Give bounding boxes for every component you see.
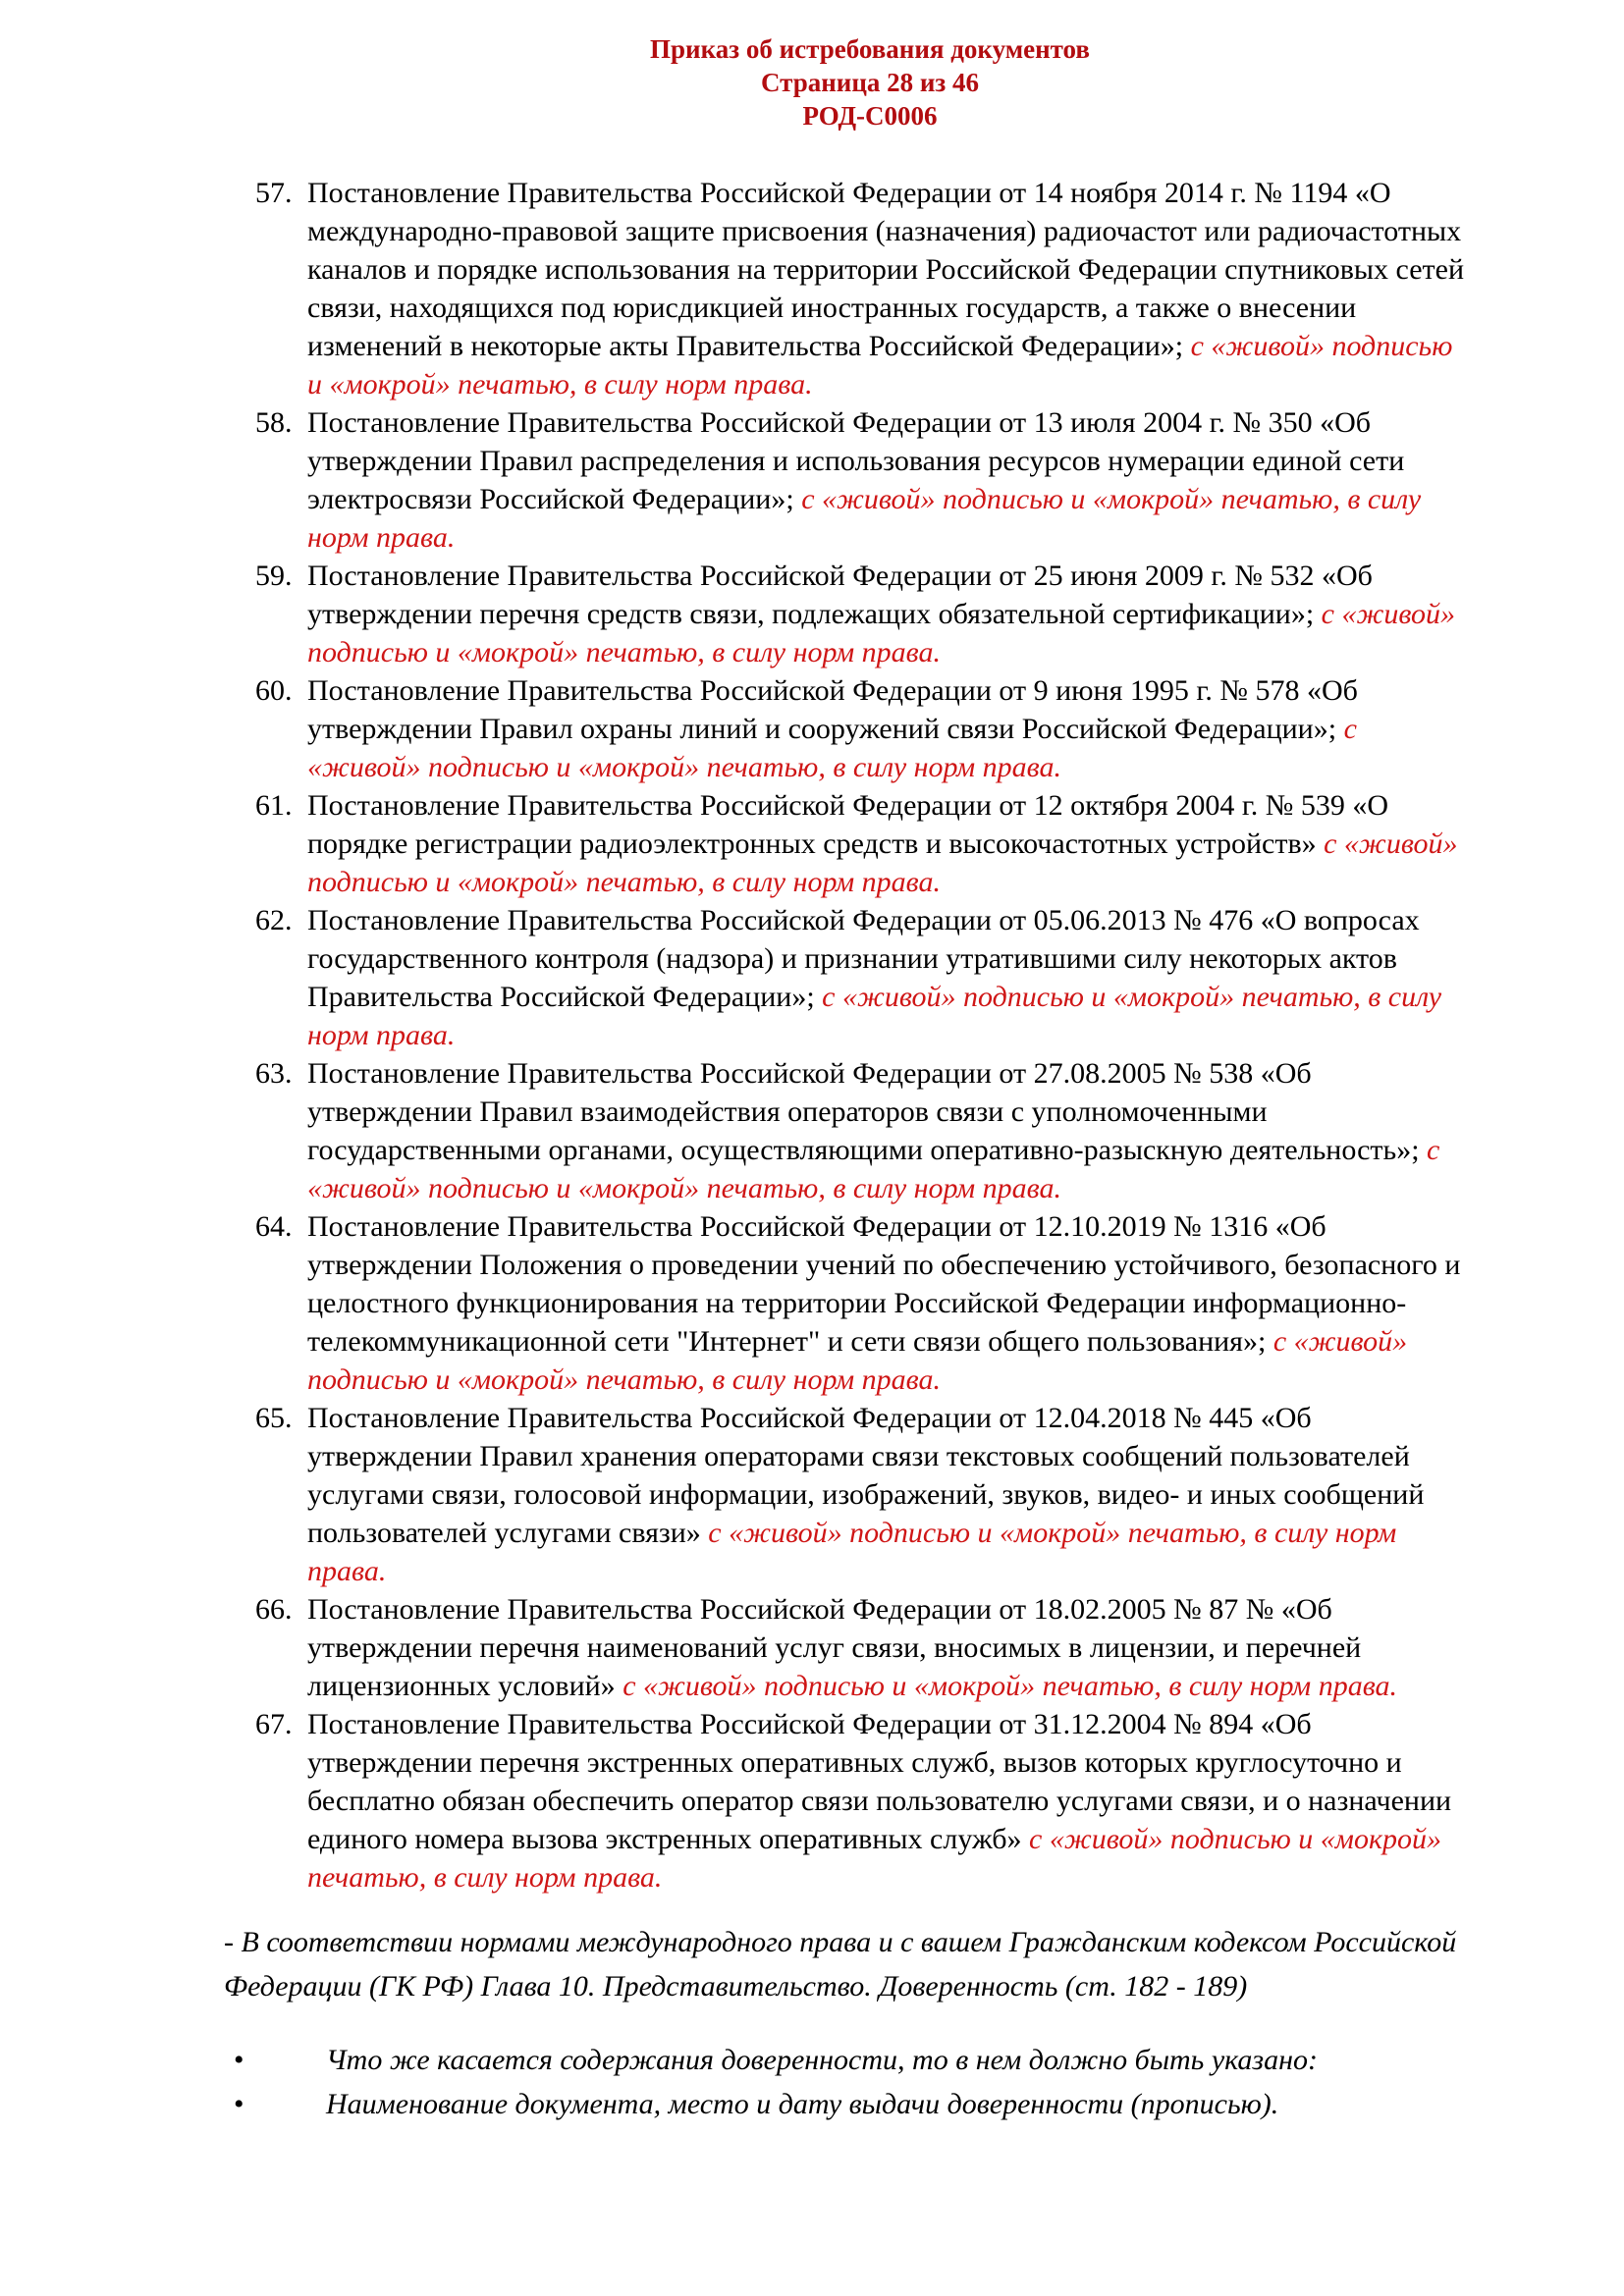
item-text xyxy=(307,1207,1466,1399)
item-body-text: Постановление Правительства Российской Федерации от 12.10.2019 № 1316 «Об утверждении Положения о проведении учений по обеспечению устойчивого, безопасного и целостного функционирования на территории Российской Федерации информационно-телекоммуникационной сети "Интернет" и сети связи общего пользования»; xyxy=(307,1210,1461,1358)
item-annotation: с «живой» подписью и «мокрой» печатью, в силу норм права. xyxy=(307,598,1456,668)
item-text xyxy=(307,786,1466,901)
list-item xyxy=(255,1054,1466,1207)
legal-note: - В соответствии нормами международного права и с вашем Гражданским кодексом Российской Федерации (ГК РФ) Глава 10. Представительство. Доверенность (ст. 182 - 189) xyxy=(224,1926,1457,2002)
item-number: 63. xyxy=(255,1057,293,1090)
item-number: 60. xyxy=(255,674,293,707)
bullet-item xyxy=(234,2082,1467,2126)
item-body-text: Постановление Правительства Российской Федерации от 25 июня 2009 г. № 532 «Об утверждении перечня средств связи, подлежащих обязательной сертификации»; xyxy=(307,560,1373,630)
list-item xyxy=(255,174,1466,403)
item-body-text: Постановление Правительства Российской Федерации от 12.04.2018 № 445 «Об утверждении Правил хранения операторами связи текстовых сообщений пользователей услугами связи, голосовой информации, изображений, звуков, видео- и иных сообщений пользователей услугами связи» xyxy=(307,1402,1425,1549)
item-text xyxy=(307,671,1466,786)
item-body-text: Постановление Правительства Российской Федерации от 18.02.2005 № 87 № «Об утверждении перечня наименований услуг связи, вносимых в лицензии, и перечней лицензионных условий» xyxy=(307,1593,1362,1702)
list-item xyxy=(255,1207,1466,1399)
item-number: 67. xyxy=(255,1708,293,1740)
page-indicator: Страница 28 из 46 xyxy=(760,68,980,97)
list-item xyxy=(255,1399,1466,1590)
list-item xyxy=(255,1590,1466,1705)
item-number: 65. xyxy=(255,1402,293,1434)
item-body-text: Постановление Правительства Российской Федерации от 27.08.2005 № 538 «Об утверждении Правил взаимодействия операторов связи с уполномоченными государственными органами, осуществляющими оперативно-разыскную деятельность»; xyxy=(307,1057,1420,1166)
list-item xyxy=(255,786,1466,901)
item-text xyxy=(307,1590,1466,1705)
list-item xyxy=(255,671,1466,786)
item-body-text: Постановление Правительства Российской Федерации от 12 октября 2004 г. № 539 «О порядке регистрации радиоэлектронных средств и высокочастотных устройств» xyxy=(307,789,1389,860)
item-text xyxy=(307,1705,1466,1896)
item-number: 58. xyxy=(255,406,293,439)
bullet-icon: • xyxy=(234,2044,244,2076)
item-annotation: с «живой» подписью и «мокрой» печатью, в силу норм права. xyxy=(307,981,1442,1051)
item-number: 66. xyxy=(255,1593,293,1626)
item-annotation: с «живой» подписью и «мокрой» печатью, в силу норм права. xyxy=(623,1670,1398,1702)
document-header xyxy=(277,32,1463,133)
item-annotation: с «живой» подписью и «мокрой» печатью, в силу норм права. xyxy=(307,828,1458,898)
item-number: 64. xyxy=(255,1210,293,1243)
item-body-text: Постановление Правительства Российской Федерации от 14 ноября 2014 г. № 1194 «О международно-правовой защите присвоения (назначения) радиочастот или радиочастотных каналов и порядке использования на территории Российской Федерации спутниковых сетей связи, находящихся под юрисдикцией иностранных государств, а также о внесении изменений в некоторые акты Правительства Российской Федерации»; xyxy=(307,177,1465,362)
item-annotation: с «живой» подписью и «мокрой» печатью, в силу норм права. xyxy=(307,330,1453,400)
item-number: 62. xyxy=(255,904,293,936)
item-annotation: с «живой» подписью и «мокрой» печатью, в силу норм права. xyxy=(307,713,1357,783)
list-item xyxy=(255,557,1466,671)
bullet-list xyxy=(234,2038,1467,2126)
item-text xyxy=(307,1054,1466,1207)
list-item xyxy=(255,1705,1466,1896)
item-number: 59. xyxy=(255,560,293,592)
item-annotation: с «живой» подписью и «мокрой» печатью, в силу норм права. xyxy=(307,1325,1408,1396)
item-annotation: с «живой» подписью и «мокрой» печатью, в силу норм права. xyxy=(307,1517,1397,1587)
bullet-icon: • xyxy=(234,2088,244,2120)
item-text xyxy=(307,901,1466,1054)
item-text xyxy=(307,174,1466,403)
list-item xyxy=(255,403,1466,557)
bullet-item xyxy=(234,2038,1467,2082)
item-annotation: с «живой» подписью и «мокрой» печатью, в силу норм права. xyxy=(307,1134,1440,1204)
item-body-text: Постановление Правительства Российской Федерации от 9 июня 1995 г. № 578 «Об утверждении Правил охраны линий и сооружений связи Российской Федерации»; xyxy=(307,674,1358,745)
bullet-text: Что же касается содержания доверенности, то в нем должно быть указано: xyxy=(326,2044,1319,2076)
item-text xyxy=(307,557,1466,671)
document-code: РОД-С0006 xyxy=(802,101,938,131)
item-number: 57. xyxy=(255,177,293,209)
bullet-text: Наименование документа, место и дату выдачи доверенности (прописью). xyxy=(326,2088,1279,2120)
item-text xyxy=(307,403,1466,557)
list-item xyxy=(255,901,1466,1054)
item-body-text: Постановление Правительства Российской Федерации от 31.12.2004 № 894 «Об утверждении перечня экстренных оперативных служб, вызов которых круглосуточно и бесплатно обязан обеспечить оператор связи пользователю услугами связи, и о назначении единого номера вызова экстренных оперативных служб» xyxy=(307,1708,1452,1855)
item-number: 61. xyxy=(255,789,293,822)
document-title: Приказ об истребования документов xyxy=(650,34,1090,64)
item-annotation: с «живой» подписью и «мокрой» печатью, в силу норм права. xyxy=(307,483,1422,554)
regulation-list xyxy=(255,174,1466,1896)
item-text xyxy=(307,1399,1466,1590)
item-annotation: с «живой» подписью и «мокрой» печатью, в силу норм права. xyxy=(307,1823,1441,1894)
item-body-text: Постановление Правительства Российской Федерации от 13 июля 2004 г. № 350 «Об утверждении Правил распределения и использования ресурсов нумерации единой сети электросвязи Российской Федерации»; xyxy=(307,406,1405,515)
item-body-text: Постановление Правительства Российской Федерации от 05.06.2013 № 476 «О вопросах государственного контроля (надзора) и признании утратившими силу некоторых актов Правительства Российской Федерации»; xyxy=(307,904,1420,1013)
